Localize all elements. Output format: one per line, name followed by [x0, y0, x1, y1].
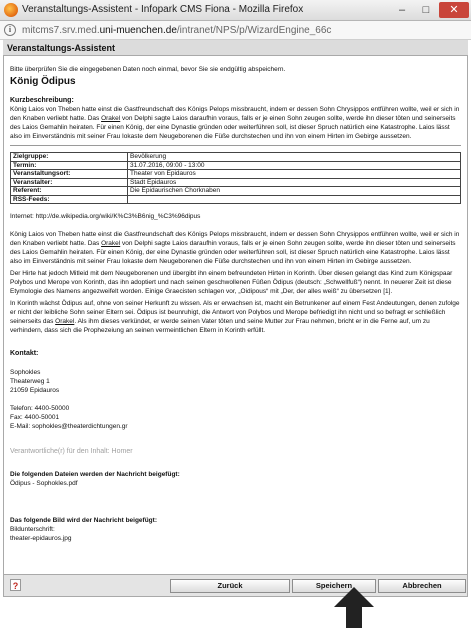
detail-label: RSS-Feeds:	[11, 195, 128, 204]
responsible-text: Verantwortliche(r) für den Inhalt: Homer	[10, 448, 133, 455]
address-bar[interactable]	[0, 21, 471, 40]
url-path: /intranet/NPS/p/WizardEngine_66c	[176, 25, 332, 36]
cancel-button[interactable]: Abbrechen	[378, 579, 466, 593]
detail-value: Die Epidaurischen Chorknaben	[128, 187, 461, 196]
summary-label: Kurzbeschreibung:	[10, 97, 74, 104]
summary-text	[10, 105, 461, 141]
contact-fax: Fax: 4400-50001	[10, 414, 60, 421]
table-row	[11, 178, 461, 187]
contact-email-link[interactable]: sophokles@theaterdichtungen.gr	[32, 423, 128, 430]
detail-label: Veranstalter:	[11, 178, 128, 187]
intro-text: Bitte überprüfen Sie die eingegebenen Daten noch einmal, bevor Sie sie endgültig abspeichern.	[10, 66, 286, 73]
detail-value: Theater von Epidauros	[128, 170, 461, 179]
long-text-p2: Der Hirte hat jedoch Mitleid mit dem Neugeborenen und übergibt ihn einem befreundeten Hirten in Korinth. Über diesen gelangt das Kind zum Königspaar Polybos und Merope von Korinth, das ihn adoptiert und nach seinen geschwollenen Füßen Ödipus (deutsch: „Schwellfuß“) nennt. In neuerer Zeit ist diese Etymologie des Namens angezweifelt worden. Einige Graecisten schlagen vor, „Oidipous“ mit „Der, der alles weiß“ zu übersetzen [1].	[10, 270, 453, 295]
long-text-p3	[10, 299, 461, 335]
window-title: Veranstaltungs-Assistent - Infopark CMS Fiona - Mozilla Firefox	[22, 4, 304, 15]
table-row	[11, 153, 461, 162]
orakel-link[interactable]: Orakel	[55, 318, 75, 325]
email-label: E-Mail:	[10, 423, 33, 430]
image-caption-label: Bildunterschrift:	[10, 526, 55, 533]
minimize-button[interactable]: –	[398, 4, 406, 16]
long-text-p1	[10, 230, 461, 266]
site-info-icon[interactable]: i	[4, 24, 16, 36]
contact-label: Kontakt:	[10, 350, 39, 357]
orakel-link[interactable]: Orakel	[101, 115, 121, 122]
attachment-file: Ödipus - Sophokles.pdf	[10, 480, 78, 487]
url-text[interactable]	[22, 25, 331, 36]
contact-street: Theaterweg 1	[10, 378, 50, 385]
detail-label: Zielgruppe:	[11, 153, 128, 162]
table-row	[11, 161, 461, 170]
table-row	[11, 187, 461, 196]
text-part: . Als ihm dieses verkündet, er werde seinen Vater töten und seine Mutter zur Frau nehmen, bricht er in die Ferne auf, um zu verhindern, dass sich die Prophezeiung an seinen vermeintlichen Eltern in Korinth erfüllt.	[10, 318, 430, 334]
orakel-link[interactable]: Orakel	[101, 240, 121, 247]
contact-city: 21059 Epidauros	[10, 387, 60, 394]
attachments-label: Die folgenden Dateien werden der Nachricht beigefügt:	[10, 471, 180, 478]
wizard-header: Veranstaltungs-Assistent	[3, 40, 468, 56]
back-button[interactable]: Zurück	[170, 579, 290, 593]
close-button[interactable]: ✕	[439, 2, 469, 18]
save-button[interactable]: Speichern	[292, 579, 376, 593]
table-row	[11, 195, 461, 204]
detail-value	[128, 195, 461, 204]
image-file: theater-epidauros.jpg	[10, 535, 72, 542]
event-title: König Ödipus	[10, 76, 76, 87]
detail-label: Veranstaltungsort:	[11, 170, 128, 179]
maximize-button[interactable]: □	[422, 4, 430, 16]
url-prefix: mitcms7.srv.med.	[22, 25, 100, 36]
firefox-icon	[4, 3, 18, 17]
detail-label: Termin:	[11, 161, 128, 170]
window-controls	[389, 2, 469, 18]
contact-phone: Telefon: 4400-50000	[10, 405, 70, 412]
contact-email-row	[10, 422, 461, 431]
summary-part: von Delphi sagte Laios daraufhin voraus, falls er je einen Sohn zeugen sollte, werde ihn dieser töten und seinerseits des Laios Gemahlin heiraten. Für einen König, der eine Dynastie gründen oder weiterführen soll, ist dieser Spruch natürlich eine Katastrophe. Laios lässt also im Einverständnis mit seiner Frau Iokaste dem Neugeborenen die Füße durchstechen und ihn von einem Hirten im Gebirge aussetzen.	[10, 115, 456, 140]
wizard-footer	[3, 575, 468, 597]
help-icon[interactable]: ?	[10, 579, 21, 591]
pointer-arrow-icon	[334, 587, 374, 628]
detail-value: Bevölkerung	[128, 153, 461, 162]
contact-name: Sophokles	[10, 369, 41, 376]
image-label: Das folgende Bild wird der Nachricht beigefügt:	[10, 517, 157, 524]
divider	[10, 145, 461, 146]
table-row	[11, 170, 461, 179]
wizard-content[interactable]	[3, 56, 468, 575]
summary-part: König Laios von Theben hatte einst die Gastfreundschaft des Königs Pelops missbraucht, indem er dessen Sohn Chrysippos entführen wollte, weil er sich in den Knaben verliebt hatte. Das	[10, 106, 460, 122]
text-part: von Delphi sagte Laios daraufhin voraus, falls er je einen Sohn zeugen sollte, werde ihn dieser töten und seinerseits des Laios Gemahlin heiraten. Für einen König, der eine Dynastie gründen oder weiterführen soll, ist dieser Spruch natürlich eine Katastrophe. Laios lässt also im Einverständnis mit seiner Frau Iokaste dem Neugeborenen die Füße durchstechen und ihn von einem Hirten im Gebirge aussetzen.	[10, 240, 456, 265]
text-part: In Korinth wächst Ödipus auf, ohne von seiner Herkunft zu wissen. Als er erwachsen ist, macht ein Betrunkener auf einem Fest Andeutungen, denen zufolge er nicht der leibliche Sohn seiner Eltern sei. Ödipus ist beunruhigt, die Antwort von Polybos und Merope befriedigt ihn nicht und so befragt er schließlich seinerseits das	[10, 300, 460, 325]
window-titlebar	[0, 0, 471, 21]
detail-value: Stadt Epidauros	[128, 178, 461, 187]
url-domain: uni-muenchen.de	[99, 25, 177, 36]
internet-link[interactable]: Internet: http://de.wikipedia.org/wiki/K%C3%B6nig_%C3%96dipus	[10, 213, 201, 220]
detail-value: 31.07.2016, 09:00 - 13:00	[128, 161, 461, 170]
text-part: König Laios von Theben hatte einst die Gastfreundschaft des Königs Pelops missbraucht, indem er dessen Sohn Chrysippos entführen wollte, weil er sich in den Knaben verliebt hatte. Das	[10, 231, 460, 247]
detail-label: Referent:	[11, 187, 128, 196]
details-table	[10, 152, 461, 204]
